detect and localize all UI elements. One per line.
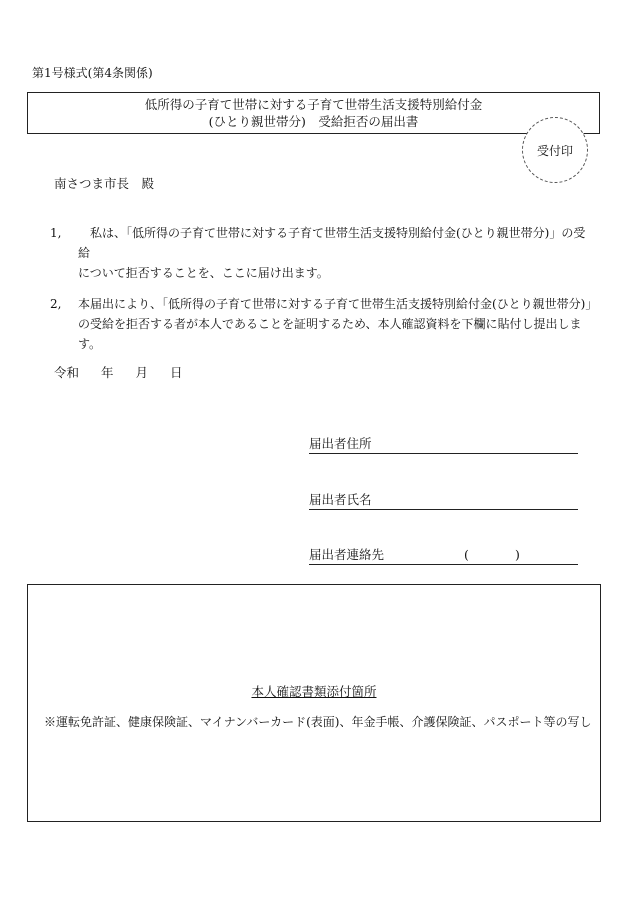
- statement-line: の受給を拒否する者が本人であることを証明するため、本人確認資料を下欄に貼付し提出します。: [78, 317, 582, 351]
- applicant-contact-field[interactable]: [309, 548, 578, 565]
- statement-number: 1,: [50, 226, 62, 240]
- statement-line: について拒否することを、ここに届け出ます。: [78, 266, 329, 280]
- statement-item: [50, 223, 595, 283]
- applicant-name-label: 届出者氏名: [309, 492, 372, 507]
- title-line-1: 低所得の子育て世帯に対する子育て世帯生活支援特別給付金: [144, 97, 483, 112]
- statement-item: [50, 294, 598, 354]
- applicant-contact-label: 届出者連絡先: [309, 547, 385, 562]
- id-section-note: ※運転免許証、健康保険証、マイナンバーカード(表面)、年金手帳、介護保険証、パスポート等の写し: [44, 715, 592, 729]
- date-year: 年: [101, 365, 114, 380]
- contact-paren-close: ): [515, 547, 520, 562]
- id-section-title: 本人確認書類添付箇所: [251, 684, 377, 699]
- statement-line: 本届出により、「低所得の子育て世帯に対する子育て世帯生活支援特別給付金(ひとり親世帯分)」: [78, 297, 598, 311]
- statement-text: [78, 223, 595, 283]
- statement-text: [78, 294, 598, 354]
- reception-stamp-area: [522, 117, 588, 183]
- form-number: 第1号様式(第4条関係): [32, 66, 153, 80]
- contact-paren-open: (: [464, 547, 469, 562]
- date-month: 月: [135, 365, 149, 380]
- date-line: [54, 363, 205, 381]
- document-title-box: [27, 92, 600, 134]
- statement-line: 私は、「低所得の子育て世帯に対する子育て世帯生活支援特別給付金(ひとり親世帯分)」の受給: [78, 226, 586, 260]
- addressee: 南さつま市長 殿: [54, 176, 155, 191]
- applicant-name-field[interactable]: [309, 493, 578, 510]
- statement-number: 2,: [50, 297, 62, 311]
- date-era: 令和: [54, 365, 80, 380]
- applicant-address-label: 届出者住所: [309, 436, 372, 451]
- title-line-2: (ひとり親世帯分) 受給拒否の届出書: [208, 114, 419, 129]
- stamp-label: 受付印: [536, 143, 573, 158]
- date-day: 日: [170, 365, 183, 380]
- id-document-attachment-box[interactable]: [27, 584, 601, 822]
- statement-list: [50, 223, 598, 365]
- applicant-address-field[interactable]: [309, 437, 578, 454]
